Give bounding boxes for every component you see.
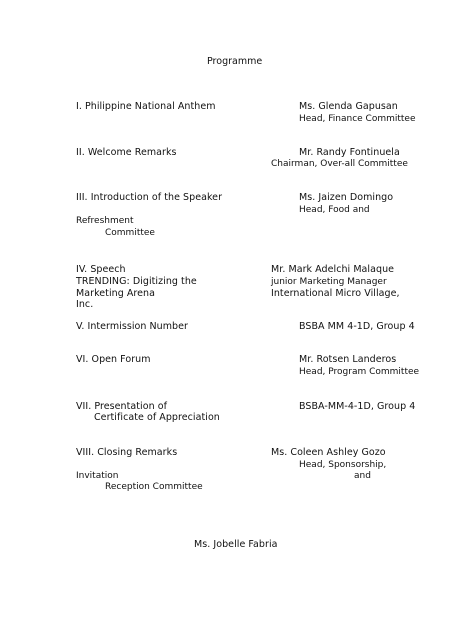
item-8-role: Head, Sponsorship,	[299, 460, 387, 470]
item-3-title: III. Introduction of the Speaker	[76, 192, 223, 203]
item-4-topic-line-1: TRENDING: Digitizing the	[76, 276, 197, 287]
item-8-name: Ms. Coleen Ashley Gozo	[271, 447, 386, 458]
item-3-role-cont-2: Committee	[105, 228, 155, 238]
item-3-role: Head, Food and	[299, 205, 370, 215]
item-4-role: junior Marketing Manager	[271, 277, 387, 287]
item-7-title-line-2: Certificate of Appreciation	[94, 412, 220, 423]
item-8-role-cont-1: Invitation	[76, 471, 119, 481]
item-4-name: Mr. Mark Adelchi Malaque	[271, 264, 395, 275]
item-7-name: BSBA-MM-4-1D, Group 4	[299, 401, 416, 412]
item-8-role-cont-and: and	[354, 471, 371, 481]
item-7-title: VII. Presentation of	[76, 401, 167, 412]
item-6-name: Mr. Rotsen Landeros	[299, 354, 397, 365]
item-1-title: I. Philippine National Anthem	[76, 101, 216, 112]
item-1-name: Ms. Glenda Gapusan	[299, 101, 398, 112]
item-5-title: V. Intermission Number	[76, 321, 188, 332]
emcee-name: Ms. Jobelle Fabria	[194, 539, 278, 550]
item-8-title: VIII. Closing Remarks	[76, 447, 178, 458]
item-2-title: II. Welcome Remarks	[76, 147, 177, 158]
item-8-role-cont-2: Reception Committee	[105, 482, 203, 492]
item-6-title: VI. Open Forum	[76, 354, 151, 365]
item-4-org-line-1: International Micro Village,	[271, 288, 400, 299]
item-5-name: BSBA MM 4-1D, Group 4	[299, 321, 415, 332]
item-4-org-line-2: Inc.	[76, 299, 94, 310]
item-2-name: Mr. Randy Fontinuela	[299, 147, 400, 158]
item-3-name: Ms. Jaizen Domingo	[299, 192, 394, 203]
item-4-title: IV. Speech	[76, 264, 126, 275]
item-6-role: Head, Program Committee	[299, 367, 420, 377]
item-1-role: Head, Finance Committee	[299, 114, 416, 124]
item-2-role: Chairman, Over-all Committee	[271, 159, 408, 169]
item-4-topic-line-2: Marketing Arena	[76, 288, 155, 299]
item-3-role-cont-1: Refreshment	[76, 216, 134, 226]
page-title: Programme	[207, 56, 263, 67]
